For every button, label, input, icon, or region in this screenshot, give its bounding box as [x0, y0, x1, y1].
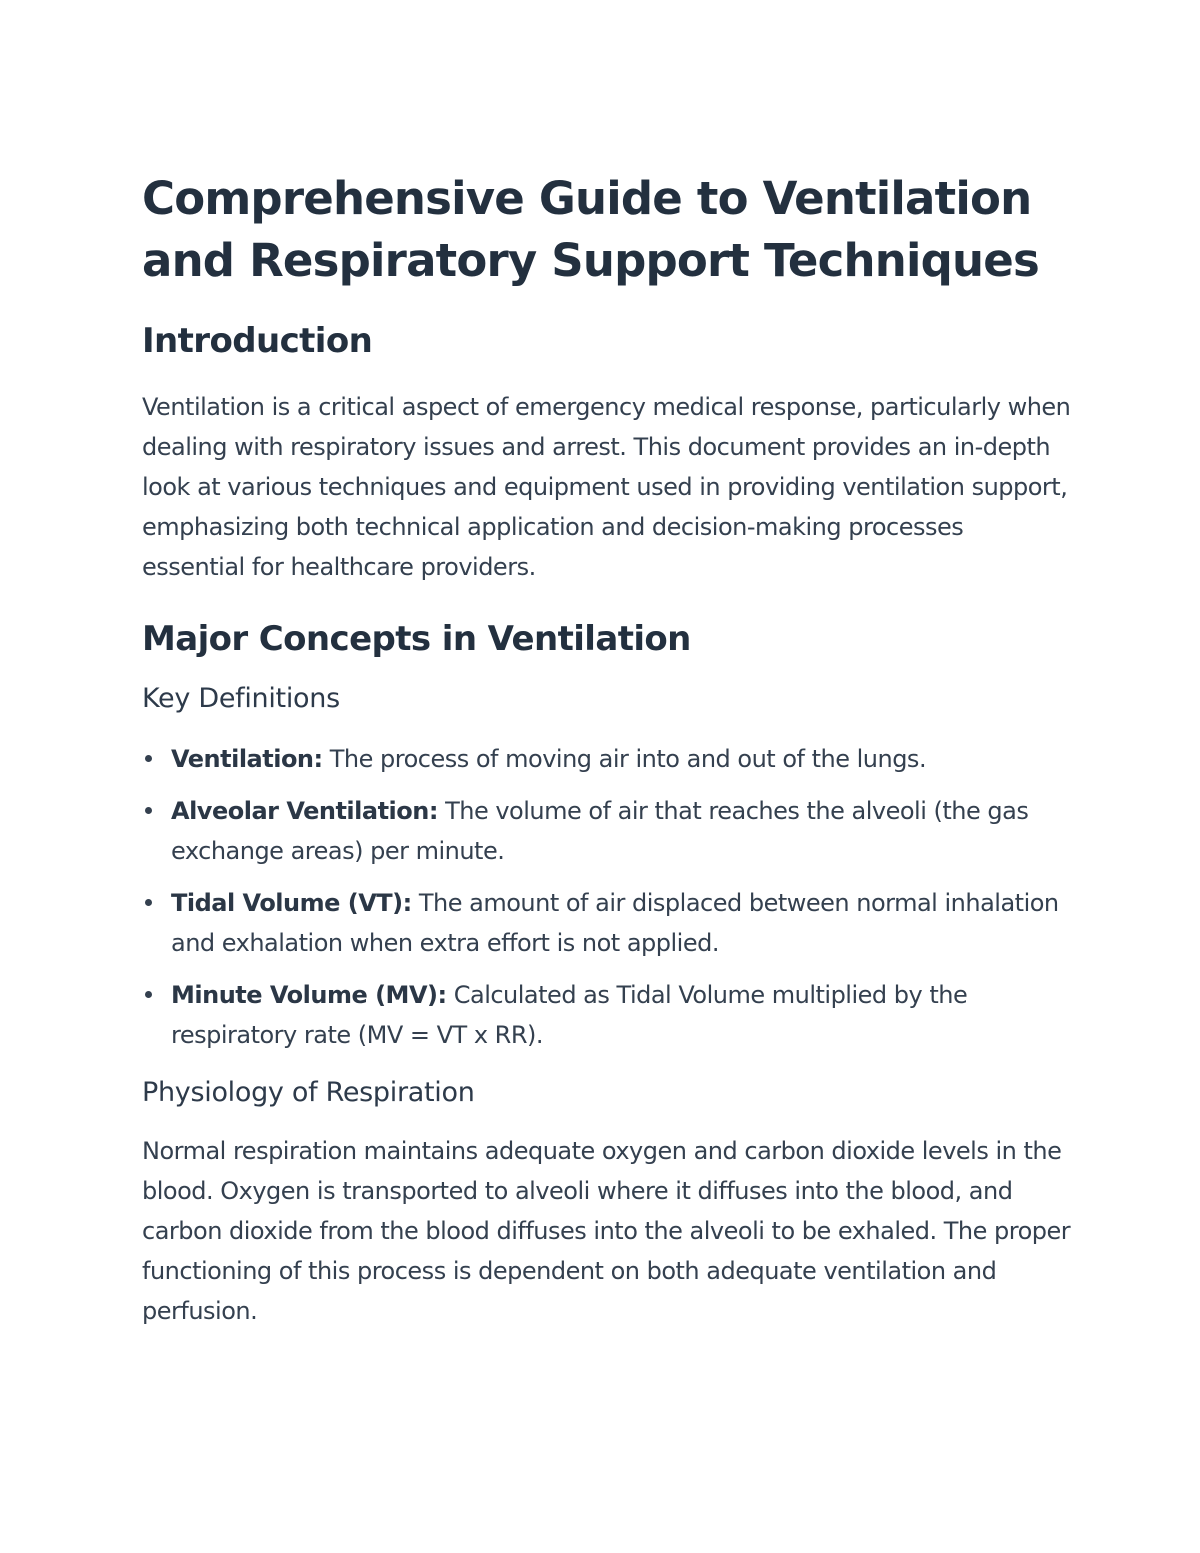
definition-term: Alveolar Ventilation: [171, 797, 438, 825]
document-page [142, 168, 1072, 1331]
key-definitions-heading: Key Definitions [142, 683, 340, 714]
bullet-icon [145, 807, 152, 814]
definition-text: The volume of air that reaches the alveoli (the gas exchange areas) per minute. [171, 797, 1029, 865]
definition-term: Minute Volume (MV): [171, 981, 447, 1009]
bullet-icon [145, 991, 152, 998]
definition-text: The amount of air displaced between normal inhalation and exhalation when extra effort is not applied. [171, 889, 1059, 957]
page-title: Comprehensive Guide to Ventilation and Respiratory Support Techniques [142, 172, 1039, 287]
major-concepts-heading: Major Concepts in Ventilation [142, 619, 691, 659]
physiology-heading: Physiology of Respiration [142, 1077, 475, 1108]
definition-text: The process of moving air into and out of the lungs. [322, 745, 927, 773]
list-item [142, 739, 1072, 779]
definition-term: Tidal Volume (VT): [171, 889, 412, 917]
intro-paragraph: Ventilation is a critical aspect of emergency medical response, particularly when dealing with respiratory issues and arrest. This document provides an in-depth look at various techniques and equipment used in providing ventilation support, emphasizing both technical application and decision-making processes essential for healthcare providers. [142, 393, 1071, 581]
bullet-icon [145, 899, 152, 906]
intro-heading: Introduction [142, 321, 373, 361]
definition-text: Calculated as Tidal Volume multiplied by the respiratory rate (MV = VT x RR). [171, 981, 968, 1049]
list-item [142, 975, 1072, 1055]
definitions-list [142, 739, 1072, 1055]
list-item [142, 791, 1072, 871]
physiology-paragraph: Normal respiration maintains adequate oxygen and carbon dioxide levels in the blood. Oxygen is transported to alveoli where it diffuses into the blood, and carbon dioxide from the blood diffuses into the alveoli to be exhaled. The proper functioning of this process is dependent on both adequate ventilation and perfusion. [142, 1137, 1071, 1325]
bullet-icon [145, 755, 152, 762]
definition-term: Ventilation: [171, 745, 323, 773]
list-item [142, 883, 1072, 963]
